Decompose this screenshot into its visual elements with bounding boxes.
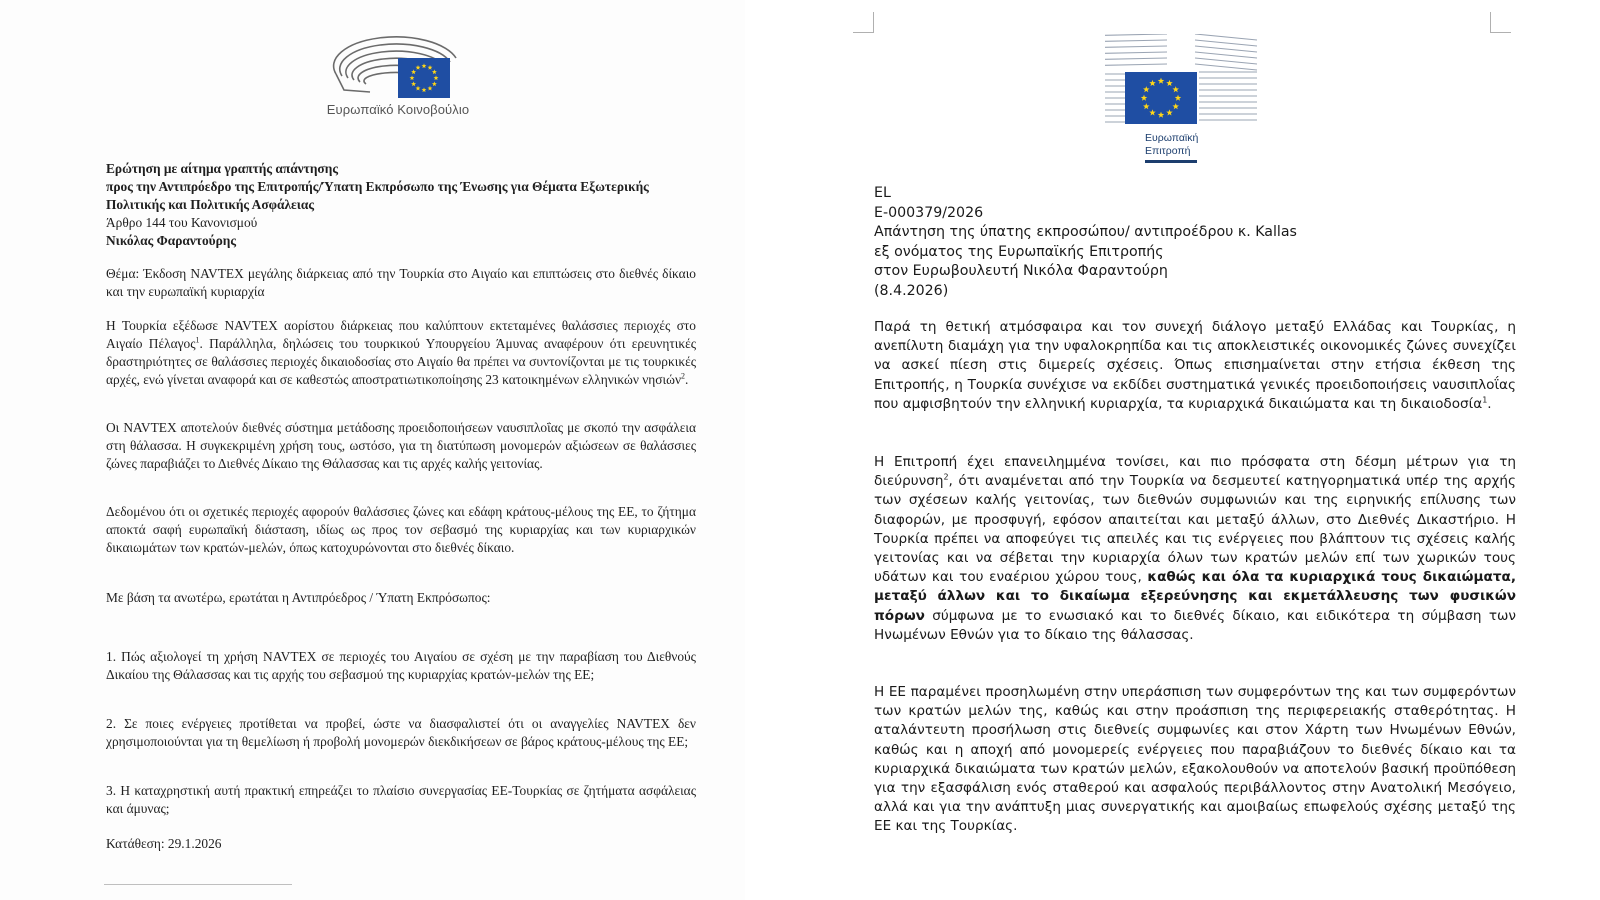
footnote-ref-2: 2 — [681, 371, 685, 381]
commission-logo-label-line1: Ευρωπαϊκή — [1145, 132, 1199, 144]
answer-header — [874, 184, 1516, 301]
parliament-logo-label: Ευρωπαϊκό Κοινοβούλιο — [326, 102, 470, 117]
question-header — [106, 160, 696, 250]
commission-answer-page — [760, 0, 1600, 900]
question-intro: Με βάση τα ανωτέρω, ερωτάται η Αντιπρόεδρος / Ύπατη Εκπρόσωπος: — [106, 590, 491, 605]
answer-paragraph-3: Η ΕΕ παραμένει προσηλωμένη στην υπεράσπιση των συμφερόντων της και των συμφερόντων των κρατών μελών της, καθώς και στην προάσπιση της περιφερειακής σταθερότητας. Η αταλάντευτη προσήλωση στις διεθνείς συμφωνίες και στον Χάρτη των Ηνωμένων Εθνών, καθώς και η αποχή από μονομερείς ενέργειες που παραβιάζουν το διεθνές δίκαιο και τα κυριαρχικά δικαιώματα των κρατών μελών, εξακολουθούν να αποτελούν βασική προϋπόθεση για την εξασφάλιση ενός σταθερού και ασφαλούς περιβάλλοντος στην Ανατολική Μεσόγειο, αλλά και για την ανάπτυξη μιας συνεργατικής και αμοιβαίως επωφελούς σχέσης μεταξύ της ΕΕ και της Τουρκίας. — [874, 684, 1516, 835]
emphasized-text: καθώς και όλα τα κυριαρχικά τους δικαιώματα, μεταξύ άλλων και το δικαίωμα εξερεύνησης και εκμετάλλευσης των φυσικών πόρων — [874, 569, 1516, 624]
answer-title-line2: εξ ονόματος της Ευρωπαϊκής Επιτροπής — [874, 243, 1164, 260]
question-paragraph-3: Δεδομένου ότι οι σχετικές περιοχές αφορούν θαλάσσιες ζώνες και εδάφη κράτους-μέλους της ΕΕ, το ζήτημα αποκτά σαφή ευρωπαϊκή διάσταση, ιδίως ως προς τον σεβασμό της κυριαρχίας και των κυριαρχικών δικαιωμάτων των κρατών-μελών, όπως κατοχυρώνονται στο διεθνές δίκαιο. — [106, 504, 696, 555]
answer-date: (8.4.2026) — [874, 282, 949, 299]
question-type: Ερώτηση με αίτημα γραπτής απάντησης — [106, 161, 338, 176]
footnote-ref-2: 2 — [943, 472, 949, 482]
crop-mark-left — [853, 12, 874, 33]
footer-divider — [104, 884, 292, 885]
footnote-ref-1: 1 — [1482, 395, 1488, 405]
crop-mark-right — [1490, 12, 1511, 33]
question-item-1: 1. Πώς αξιολογεί τη χρήση NAVTEX σε περιοχές του Αιγαίου σε σχέση με την παραβίαση του Διεθνούς Δικαίου της Θάλασσας και τις αρχής του σεβασμού της κυριαρχίας κρατών-μελών της ΕΕ; — [106, 649, 696, 682]
commission-logo-label-line2: Επιτροπή — [1145, 145, 1191, 157]
question-addressee: προς την Αντιπρόεδρο της Επιτροπής/Ύπατη Εκπρόσωπο της Ένωσης για Θέματα Εξωτερικής Πολιτικής και Πολιτικής Ασφάλειας — [106, 179, 649, 212]
question-subject: Θέμα: Έκδοση NAVTEX μεγάλης διάρκειας από την Τουρκία στο Αιγαίο και επιπτώσεις στο διεθνές δίκαιο και την ευρωπαϊκή κυριαρχία — [106, 266, 696, 299]
question-paragraph-1: Η Τουρκία εξέδωσε NAVTEX αορίστου διάρκειας που καλύπτουν εκτεταμένες θαλάσσιες περιοχές στο Αιγαίο Πέλαγος$^1$. Παράλληλα, δηλώσεις του τουρκικού Υπουργείου Άμυνας αναφέρουν ότι ερευνητικές δραστηριότητες σε θαλάσσιες περιοχές δικαιοδοσίας στο Αιγαίο θα πρέπει να συντονίζονται με τις τουρκικές αρχές, ενώ γίνεται αναφορά και σε καθεστώς αποστρατιωτικοποίησης 23 κατοικημένων ελληνικών νησιών$^2$. — [106, 318, 697, 387]
commission-logo-label — [1145, 132, 1198, 158]
european-commission-logo — [1105, 34, 1305, 169]
reference-number: E-000379/2026 — [874, 204, 984, 221]
answer-paragraph-2: Η Επιτροπή έχει επανειλημμένα τονίσει, και πιο πρόσφατα στη δέσμη μέτρων για τη διεύρυνση$^2$, ότι αναμένεται από την Τουρκία να δεσμευτεί κατηγορηματικά υπέρ της αρχής των σχέσεων καλής γειτονίας, των διεθνών συμφωνιών και της ειρηνικής επίλυσης των διαφορών, με προσφυγή, εφόσον απαιτείται και μεταξύ άλλων, στο Διεθνές Δικαστήριο. Η Τουρκία πρέπει να αποφεύγει τις απειλές και τις ενέργειες που βλάπτουν τις σχέσεις καλής γειτονίας και να σέβεται την κυριαρχία όλων των κρατών μελών επί των χωρικών τους υδάτων και του εναέριου χώρου τους, καθώς και όλα τα κυριαρχικά τους δικαιώματα, μεταξύ άλλων και το δικαίωμα εξερεύνησης και εκμετάλλευσης των φυσικών πόρων σύμφωνα με το ενωσιακό και το διεθνές δίκαιο, και ειδικότερα τη σύμβαση των Ηνωμένων Εθνών για το δίκαιο της θάλασσας. — [874, 454, 1516, 643]
answer-paragraph-1: Παρά τη θετική ατμόσφαιρα και τον συνεχή διάλογο μεταξύ Ελλάδας και Τουρκίας, η ανεπίλυτη διαμάχη για την υφαλοκρηπίδα και τις αποκλειστικές οικονομικές ζώνες συνεχίζει να ασκεί πίεση στις διμερείς σχέσεις. Όπως επισημαίνεται στην ετήσια έκθεση της Επιτροπής, η Τουρκία συνέχισε να εκδίδει συστηματικά γενικές προειδοποιήσεις ναυσιπλοΐας που αμφισβητούν την ελληνική κυριαρχία, τα κυριαρχικά δικαιώματα και τη δικαιοδοσία$^1$. — [874, 319, 1516, 412]
footnote-ref-1: 1 — [195, 335, 200, 345]
answer-title-line3: στον Ευρωβουλευτή Νικόλα Φαραντούρη — [874, 263, 1168, 279]
question-item-2: 2. Σε ποιες ενέργειες προτίθεται να προβεί, ώστε να διασφαλιστεί ότι οι αναγγελίες NAVTEX δεν χρησιμοποιούνται για τη θεμελίωση ή προβολή μονομερών διεκδικήσεων σε βάρος κράτους-μέλους της ΕΕ; — [106, 716, 696, 749]
answer-title-line1: Απάντηση της ύπατης εκπροσώπου/ αντιπροέδρου κ. Kallas — [874, 224, 1297, 240]
filing-date: Κατάθεση: 29.1.2026 — [106, 836, 222, 851]
question-author: Νικόλας Φαραντούρης — [106, 233, 237, 248]
language-code: EL — [874, 185, 891, 201]
logo-underline — [1145, 160, 1197, 163]
question-item-3: 3. Η καταχρηστική αυτή πρακτική επηρεάζει το πλαίσιο συνεργασίας ΕΕ-Τουρκίας σε ζητήματα ασφάλειας και άμυνας; — [106, 783, 696, 816]
question-paragraph-2: Οι NAVTEX αποτελούν διεθνές σύστημα μετάδοσης προειδοποιήσεων ναυσιπλοΐας με σκοπό την ασφάλεια στη θάλασσα. Η συγκεκριμένη χρήση τους, ωστόσο, για τη διατύπωση μονομερών αξιώσεων σε θαλάσσιες ζώνες παραβιάζει το Διεθνές Δίκαιο της Θάλασσας και τις αρχές καλής γειτονίας. — [106, 420, 696, 471]
question-rule: Άρθρο 144 του Κανονισμού — [106, 215, 258, 230]
parliament-question-page — [0, 0, 745, 900]
